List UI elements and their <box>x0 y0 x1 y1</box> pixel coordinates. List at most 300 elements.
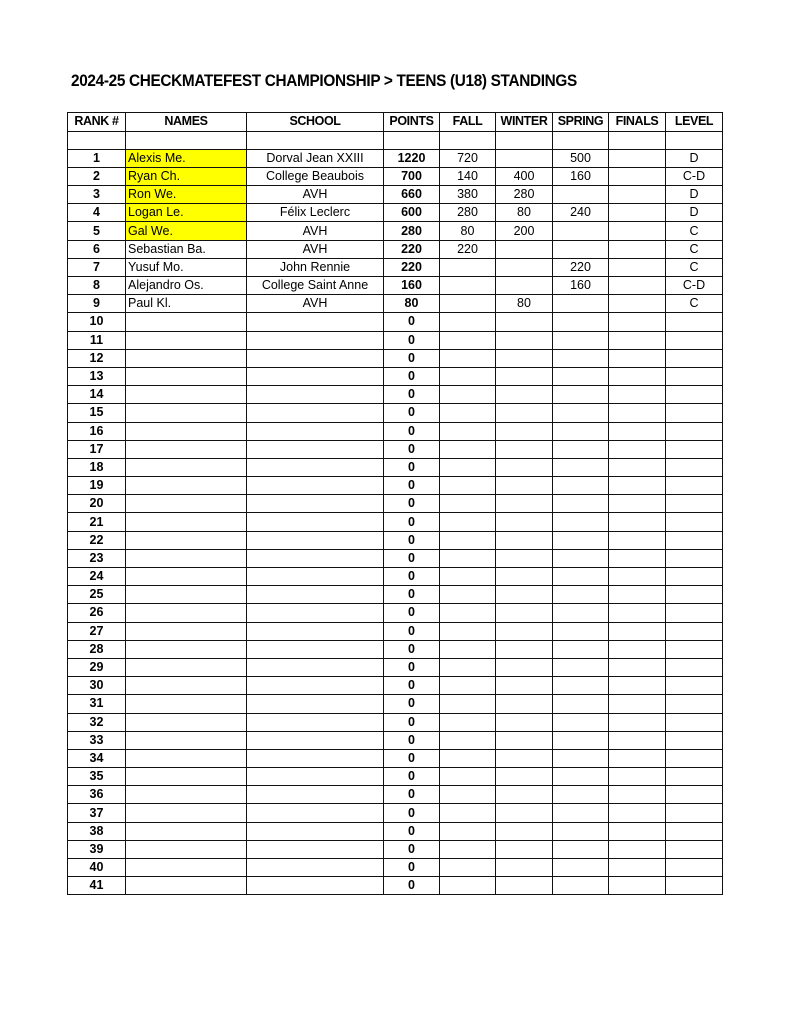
rank-cell: 13 <box>68 367 126 385</box>
points-cell: 0 <box>384 731 440 749</box>
points-cell: 0 <box>384 586 440 604</box>
fall-cell <box>440 677 496 695</box>
table-row <box>68 531 723 549</box>
level-cell <box>666 622 723 640</box>
name-cell <box>126 713 247 731</box>
winter-cell <box>496 258 553 276</box>
school-cell: College Beaubois <box>247 167 384 185</box>
points-cell: 0 <box>384 386 440 404</box>
fall-cell <box>440 295 496 313</box>
finals-cell <box>609 277 666 295</box>
fall-cell <box>440 604 496 622</box>
fall-cell: 80 <box>440 222 496 240</box>
table-row <box>68 713 723 731</box>
points-cell: 660 <box>384 186 440 204</box>
spring-cell <box>553 859 609 877</box>
school-cell <box>247 404 384 422</box>
rank-cell: 4 <box>68 204 126 222</box>
fall-cell <box>440 568 496 586</box>
rank-cell: 9 <box>68 295 126 313</box>
header-spring: SPRING <box>553 113 609 132</box>
rank-cell: 31 <box>68 695 126 713</box>
level-cell <box>666 768 723 786</box>
level-cell <box>666 367 723 385</box>
winter-cell <box>496 349 553 367</box>
level-cell <box>666 331 723 349</box>
rank-cell: 12 <box>68 349 126 367</box>
winter-cell <box>496 586 553 604</box>
fall-cell <box>440 695 496 713</box>
name-cell <box>126 422 247 440</box>
name-cell <box>126 568 247 586</box>
finals-cell <box>609 477 666 495</box>
winter-cell <box>496 677 553 695</box>
table-row <box>68 877 723 895</box>
points-cell: 0 <box>384 477 440 495</box>
level-cell <box>666 349 723 367</box>
school-cell: AVH <box>247 295 384 313</box>
school-cell: Dorval Jean XXIII <box>247 149 384 167</box>
winter-cell <box>496 240 553 258</box>
spring-cell <box>553 477 609 495</box>
points-cell: 0 <box>384 549 440 567</box>
winter-cell <box>496 277 553 295</box>
fall-cell <box>440 367 496 385</box>
rank-cell: 7 <box>68 258 126 276</box>
points-cell: 0 <box>384 313 440 331</box>
name-cell <box>126 549 247 567</box>
school-cell <box>247 331 384 349</box>
school-cell <box>247 513 384 531</box>
table-row <box>68 786 723 804</box>
finals-cell <box>609 695 666 713</box>
finals-cell <box>609 677 666 695</box>
spring-cell <box>553 331 609 349</box>
spring-cell: 160 <box>553 167 609 185</box>
points-cell: 160 <box>384 277 440 295</box>
points-cell: 0 <box>384 768 440 786</box>
school-cell <box>247 313 384 331</box>
points-cell: 0 <box>384 458 440 476</box>
spring-cell <box>553 658 609 676</box>
table-row <box>68 295 723 313</box>
level-cell <box>666 313 723 331</box>
winter-cell <box>496 658 553 676</box>
name-cell <box>126 313 247 331</box>
blank-cell <box>247 131 384 149</box>
name-cell <box>126 768 247 786</box>
header-points: POINTS <box>384 113 440 132</box>
finals-cell <box>609 640 666 658</box>
winter-cell <box>496 768 553 786</box>
level-cell: D <box>666 186 723 204</box>
spring-cell <box>553 713 609 731</box>
table-row <box>68 240 723 258</box>
spring-cell <box>553 640 609 658</box>
rank-cell: 3 <box>68 186 126 204</box>
points-cell: 280 <box>384 222 440 240</box>
finals-cell <box>609 167 666 185</box>
page-title: 2024-25 CHECKMATEFEST CHAMPIONSHIP > TEENS (U18) STANDINGS <box>71 72 577 90</box>
header-school: SCHOOL <box>247 113 384 132</box>
name-cell <box>126 386 247 404</box>
finals-cell <box>609 149 666 167</box>
spring-cell: 240 <box>553 204 609 222</box>
points-cell: 0 <box>384 658 440 676</box>
name-cell <box>126 804 247 822</box>
name-cell <box>126 404 247 422</box>
points-cell: 0 <box>384 877 440 895</box>
points-cell: 700 <box>384 167 440 185</box>
fall-cell <box>440 404 496 422</box>
finals-cell <box>609 658 666 676</box>
finals-cell <box>609 440 666 458</box>
spring-cell <box>553 222 609 240</box>
spring-cell <box>553 240 609 258</box>
rank-cell: 1 <box>68 149 126 167</box>
rank-cell: 34 <box>68 749 126 767</box>
points-cell: 0 <box>384 859 440 877</box>
name-cell: Alexis Me. <box>126 149 247 167</box>
points-cell: 0 <box>384 531 440 549</box>
fall-cell <box>440 658 496 676</box>
finals-cell <box>609 458 666 476</box>
finals-cell <box>609 768 666 786</box>
winter-cell <box>496 549 553 567</box>
school-cell <box>247 840 384 858</box>
finals-cell <box>609 313 666 331</box>
table-row <box>68 549 723 567</box>
points-cell: 0 <box>384 513 440 531</box>
table-row <box>68 186 723 204</box>
level-cell <box>666 422 723 440</box>
level-cell <box>666 822 723 840</box>
fall-cell <box>440 731 496 749</box>
level-cell <box>666 477 723 495</box>
name-cell: Alejandro Os. <box>126 277 247 295</box>
fall-cell <box>440 859 496 877</box>
name-cell <box>126 640 247 658</box>
name-cell <box>126 458 247 476</box>
fall-cell: 220 <box>440 240 496 258</box>
name-cell <box>126 877 247 895</box>
finals-cell <box>609 749 666 767</box>
table-row <box>68 586 723 604</box>
table-row <box>68 367 723 385</box>
winter-cell <box>496 786 553 804</box>
table-row <box>68 440 723 458</box>
name-cell <box>126 622 247 640</box>
level-cell <box>666 859 723 877</box>
header-names: NAMES <box>126 113 247 132</box>
rank-cell: 39 <box>68 840 126 858</box>
name-cell <box>126 695 247 713</box>
spring-cell <box>553 677 609 695</box>
winter-cell <box>496 458 553 476</box>
finals-cell <box>609 859 666 877</box>
level-cell <box>666 549 723 567</box>
table-row <box>68 477 723 495</box>
header-rank: RANK # <box>68 113 126 132</box>
school-cell <box>247 677 384 695</box>
rank-cell: 32 <box>68 713 126 731</box>
fall-cell <box>440 386 496 404</box>
winter-cell: 80 <box>496 204 553 222</box>
winter-cell <box>496 713 553 731</box>
name-cell <box>126 731 247 749</box>
standings-table <box>67 112 723 895</box>
spring-cell <box>553 586 609 604</box>
table-row <box>68 822 723 840</box>
finals-cell <box>609 786 666 804</box>
header-winter: WINTER <box>496 113 553 132</box>
spring-cell <box>553 531 609 549</box>
rank-cell: 14 <box>68 386 126 404</box>
level-cell: C-D <box>666 277 723 295</box>
rank-cell: 30 <box>68 677 126 695</box>
table-row <box>68 658 723 676</box>
table-row <box>68 422 723 440</box>
points-cell: 0 <box>384 822 440 840</box>
name-cell <box>126 677 247 695</box>
rank-cell: 28 <box>68 640 126 658</box>
name-cell <box>126 840 247 858</box>
fall-cell <box>440 258 496 276</box>
fall-cell <box>440 822 496 840</box>
finals-cell <box>609 422 666 440</box>
finals-cell <box>609 258 666 276</box>
school-cell <box>247 349 384 367</box>
winter-cell <box>496 440 553 458</box>
winter-cell <box>496 404 553 422</box>
table-body <box>68 131 723 895</box>
finals-cell <box>609 822 666 840</box>
level-cell <box>666 677 723 695</box>
header-level: LEVEL <box>666 113 723 132</box>
points-cell: 0 <box>384 404 440 422</box>
name-cell: Sebastian Ba. <box>126 240 247 258</box>
table-row <box>68 495 723 513</box>
level-cell <box>666 568 723 586</box>
fall-cell <box>440 477 496 495</box>
level-cell <box>666 604 723 622</box>
rank-cell: 17 <box>68 440 126 458</box>
finals-cell <box>609 513 666 531</box>
name-cell <box>126 859 247 877</box>
name-cell: Yusuf Mo. <box>126 258 247 276</box>
winter-cell <box>496 513 553 531</box>
finals-cell <box>609 349 666 367</box>
school-cell <box>247 440 384 458</box>
table-row <box>68 695 723 713</box>
rank-cell: 33 <box>68 731 126 749</box>
spring-cell <box>553 386 609 404</box>
level-cell: D <box>666 149 723 167</box>
points-cell: 0 <box>384 695 440 713</box>
name-cell <box>126 349 247 367</box>
spring-cell <box>553 622 609 640</box>
finals-cell <box>609 586 666 604</box>
finals-cell <box>609 531 666 549</box>
school-cell <box>247 458 384 476</box>
spring-cell <box>553 840 609 858</box>
table-row <box>68 313 723 331</box>
fall-cell <box>440 786 496 804</box>
finals-cell <box>609 568 666 586</box>
winter-cell <box>496 331 553 349</box>
level-cell <box>666 495 723 513</box>
level-cell <box>666 804 723 822</box>
level-cell <box>666 513 723 531</box>
points-cell: 220 <box>384 240 440 258</box>
rank-cell: 40 <box>68 859 126 877</box>
fall-cell: 380 <box>440 186 496 204</box>
school-cell <box>247 768 384 786</box>
finals-cell <box>609 386 666 404</box>
blank-cell <box>609 131 666 149</box>
name-cell <box>126 477 247 495</box>
points-cell: 0 <box>384 367 440 385</box>
rank-cell: 29 <box>68 658 126 676</box>
spring-cell: 500 <box>553 149 609 167</box>
level-cell <box>666 458 723 476</box>
school-cell <box>247 731 384 749</box>
finals-cell <box>609 186 666 204</box>
spring-cell <box>553 186 609 204</box>
spring-cell <box>553 404 609 422</box>
school-cell <box>247 822 384 840</box>
rank-cell: 20 <box>68 495 126 513</box>
points-cell: 0 <box>384 422 440 440</box>
rank-cell: 24 <box>68 568 126 586</box>
finals-cell <box>609 804 666 822</box>
blank-cell <box>553 131 609 149</box>
school-cell <box>247 877 384 895</box>
blank-spacer-row <box>68 131 723 149</box>
name-cell <box>126 513 247 531</box>
table-row <box>68 640 723 658</box>
blank-cell <box>384 131 440 149</box>
points-cell: 0 <box>384 713 440 731</box>
fall-cell <box>440 313 496 331</box>
blank-cell <box>440 131 496 149</box>
blank-cell <box>126 131 247 149</box>
rank-cell: 16 <box>68 422 126 440</box>
table-row <box>68 768 723 786</box>
winter-cell: 400 <box>496 167 553 185</box>
fall-cell <box>440 513 496 531</box>
winter-cell <box>496 731 553 749</box>
winter-cell <box>496 822 553 840</box>
level-cell: C-D <box>666 167 723 185</box>
school-cell: College Saint Anne <box>247 277 384 295</box>
rank-cell: 15 <box>68 404 126 422</box>
finals-cell <box>609 240 666 258</box>
table-row <box>68 386 723 404</box>
name-cell <box>126 658 247 676</box>
level-cell <box>666 749 723 767</box>
level-cell: C <box>666 240 723 258</box>
fall-cell <box>440 349 496 367</box>
winter-cell <box>496 386 553 404</box>
winter-cell: 80 <box>496 295 553 313</box>
fall-cell <box>440 804 496 822</box>
table-row <box>68 222 723 240</box>
winter-cell <box>496 531 553 549</box>
school-cell <box>247 658 384 676</box>
level-cell <box>666 531 723 549</box>
school-cell: Félix Leclerc <box>247 204 384 222</box>
name-cell <box>126 586 247 604</box>
rank-cell: 22 <box>68 531 126 549</box>
fall-cell <box>440 749 496 767</box>
winter-cell: 280 <box>496 186 553 204</box>
winter-cell <box>496 313 553 331</box>
fall-cell <box>440 713 496 731</box>
finals-cell <box>609 549 666 567</box>
name-cell: Logan Le. <box>126 204 247 222</box>
table-row <box>68 331 723 349</box>
school-cell <box>247 367 384 385</box>
winter-cell <box>496 604 553 622</box>
name-cell <box>126 749 247 767</box>
winter-cell <box>496 695 553 713</box>
name-cell <box>126 367 247 385</box>
school-cell <box>247 695 384 713</box>
rank-cell: 23 <box>68 549 126 567</box>
fall-cell <box>440 277 496 295</box>
winter-cell <box>496 749 553 767</box>
fall-cell <box>440 768 496 786</box>
rank-cell: 10 <box>68 313 126 331</box>
school-cell <box>247 859 384 877</box>
name-cell <box>126 440 247 458</box>
rank-cell: 35 <box>68 768 126 786</box>
table-row <box>68 568 723 586</box>
points-cell: 0 <box>384 749 440 767</box>
level-cell <box>666 640 723 658</box>
finals-cell <box>609 731 666 749</box>
level-cell <box>666 386 723 404</box>
name-cell <box>126 495 247 513</box>
fall-cell <box>440 495 496 513</box>
level-cell: C <box>666 295 723 313</box>
blank-cell <box>68 131 126 149</box>
fall-cell <box>440 877 496 895</box>
points-cell: 0 <box>384 804 440 822</box>
table-row <box>68 404 723 422</box>
table-row <box>68 204 723 222</box>
rank-cell: 2 <box>68 167 126 185</box>
level-cell <box>666 404 723 422</box>
school-cell <box>247 604 384 622</box>
school-cell <box>247 622 384 640</box>
winter-cell <box>496 622 553 640</box>
finals-cell <box>609 713 666 731</box>
spring-cell <box>553 768 609 786</box>
name-cell <box>126 786 247 804</box>
fall-cell <box>440 622 496 640</box>
points-cell: 80 <box>384 295 440 313</box>
table-row <box>68 349 723 367</box>
table-row <box>68 149 723 167</box>
table-row <box>68 167 723 185</box>
school-cell <box>247 477 384 495</box>
school-cell <box>247 495 384 513</box>
winter-cell <box>496 495 553 513</box>
finals-cell <box>609 495 666 513</box>
table-row <box>68 458 723 476</box>
